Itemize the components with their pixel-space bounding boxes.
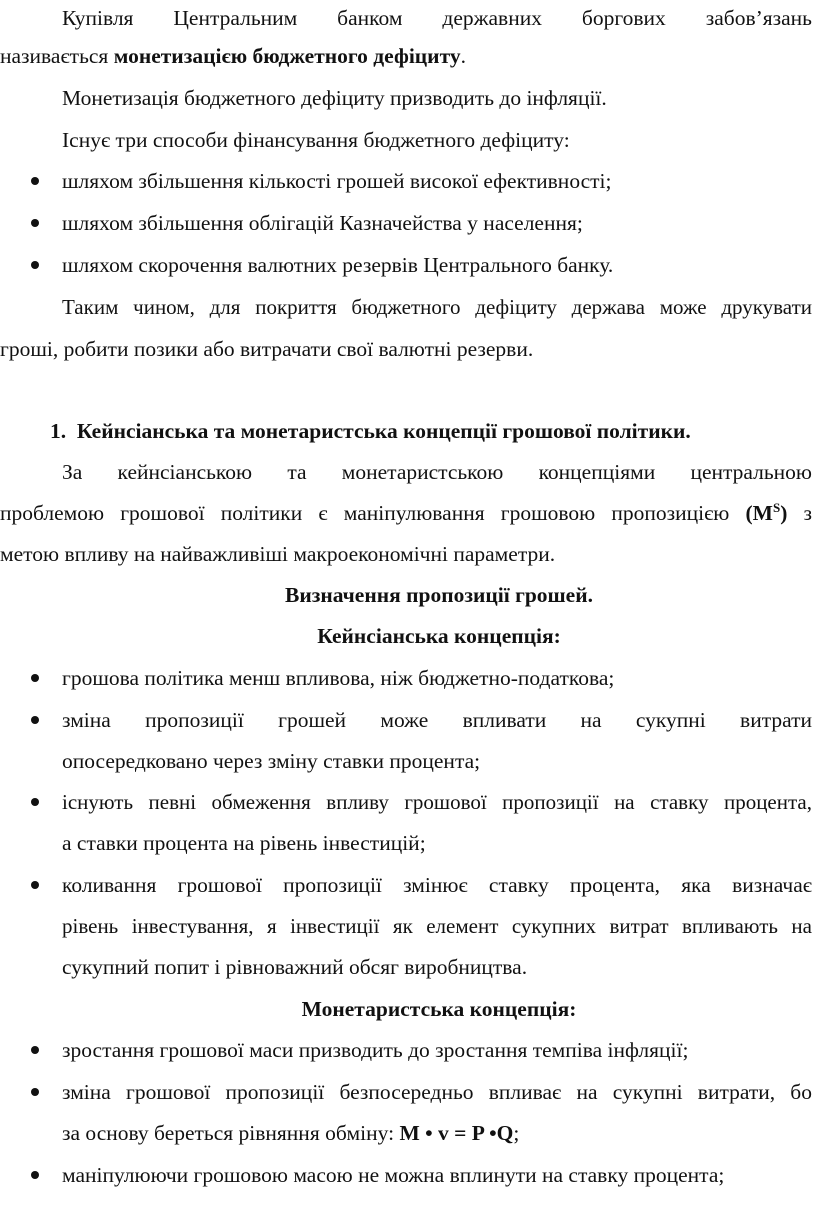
symbol-close-paren: ): [780, 501, 788, 525]
bullet-icon: [31, 674, 39, 682]
intro-line-2-end: .: [460, 44, 466, 68]
keynes-item-4-line-2: рівень інвестування, я інвестиції як елемент сукупних витрат впливають на: [62, 914, 812, 938]
keynes-item-3-line-1: існують певні обмеження впливу грошової пропозиції на ставку процента,: [62, 790, 812, 814]
bullet-icon: [31, 1088, 39, 1096]
term-budget-deficit-monetization: монетизацією бюджетного дефіциту: [113, 44, 461, 68]
monet-heading: Монетаристська концепція:: [301, 997, 577, 1021]
bullet-icon: [31, 1046, 39, 1054]
keynes-item-2-line-2: опосередковано через зміну ставки процента;: [62, 749, 481, 773]
bullet-icon: [31, 716, 39, 724]
intro-line-1: Купівля Центральним банком державних боргових забов’язань: [62, 6, 812, 30]
money-supply-symbol: [746, 501, 788, 525]
intro-paragraph-3: Існує три способи фінансування бюджетного дефіциту:: [62, 128, 570, 152]
bullet-icon: [31, 219, 39, 227]
section-para-line-1: За кейнсіанською та монетаристською концепціями центральною: [62, 460, 812, 484]
monet-item-2-line-1: зміна грошової пропозиції безпосередньо впливає на сукупні витрати, бо: [62, 1080, 812, 1104]
bullet-icon: [31, 798, 39, 806]
keynes-item-4-line-1: коливання грошової пропозиції змінює ставку процента, яка визначає: [62, 873, 812, 897]
bullet-icon: [31, 881, 39, 889]
monet-item-2-line-2-text: за основу береться рівняння обміну:: [62, 1121, 400, 1145]
section-number: 1.: [50, 419, 67, 443]
conclusion-line-1: Таким чином, для покриття бюджетного дефіциту держава може друкувати: [62, 295, 812, 319]
section-para-line-3: метою впливу на найважливіші макроекономічні параметри.: [0, 542, 556, 566]
method-item: шляхом збільшення облігацій Казначейства у населення;: [62, 211, 583, 235]
keynes-item-3-line-2: а ставки процента на рівень інвестицій;: [62, 831, 426, 855]
section-para-line-2-end: з: [787, 501, 812, 525]
monet-item-2-line-2: [62, 1118, 519, 1148]
exchange-equation: M • v = P •Q: [399, 1121, 514, 1145]
keynes-item-2-line-1: зміна пропозиції грошей може впливати на сукупні витрати: [62, 708, 812, 732]
section-heading: [50, 416, 691, 446]
definition-heading: Визначення пропозиції грошей.: [285, 583, 593, 607]
intro-line-2: [0, 41, 466, 71]
bullet-icon: [31, 177, 39, 185]
section-para-line-2-text: проблемою грошової політики є маніпулювання грошовою пропозицією: [0, 501, 746, 525]
keynes-item-1: грошова політика менш впливова, ніж бюджетно-податкова;: [62, 666, 615, 690]
method-item: шляхом скорочення валютних резервів Центрального банку.: [62, 253, 614, 277]
monet-item-2-line-2-end: ;: [513, 1121, 520, 1145]
conclusion-line-2: гроші, робити позики або витрачати свої валютні резерви.: [0, 337, 534, 361]
intro-paragraph-2: Монетизація бюджетного дефіциту призводить до інфляції.: [62, 86, 607, 110]
bullet-icon: [31, 1171, 39, 1179]
section-para-line-2: [0, 498, 812, 528]
monet-item-3: маніпулюючи грошовою масою не можна вплинути на ставку процента;: [62, 1163, 725, 1187]
method-item: шляхом збільшення кількості грошей високої ефективності;: [62, 169, 612, 193]
symbol-open-paren: (: [745, 501, 753, 525]
monet-item-1: зростання грошової маси призводить до зростання темпіва інфляції;: [62, 1038, 689, 1062]
section-title: Кейнсіанська та монетаристська концепції грошової політики.: [76, 419, 691, 443]
symbol-superscript: S: [772, 500, 781, 515]
keynes-heading: Кейнсіанська концепція:: [317, 624, 561, 648]
keynes-item-4-line-3: сукупний попит і рівноважний обсяг виробництва.: [62, 955, 528, 979]
intro-line-2-text: називається: [0, 44, 114, 68]
bullet-icon: [31, 261, 39, 269]
symbol-m: M: [752, 501, 773, 525]
